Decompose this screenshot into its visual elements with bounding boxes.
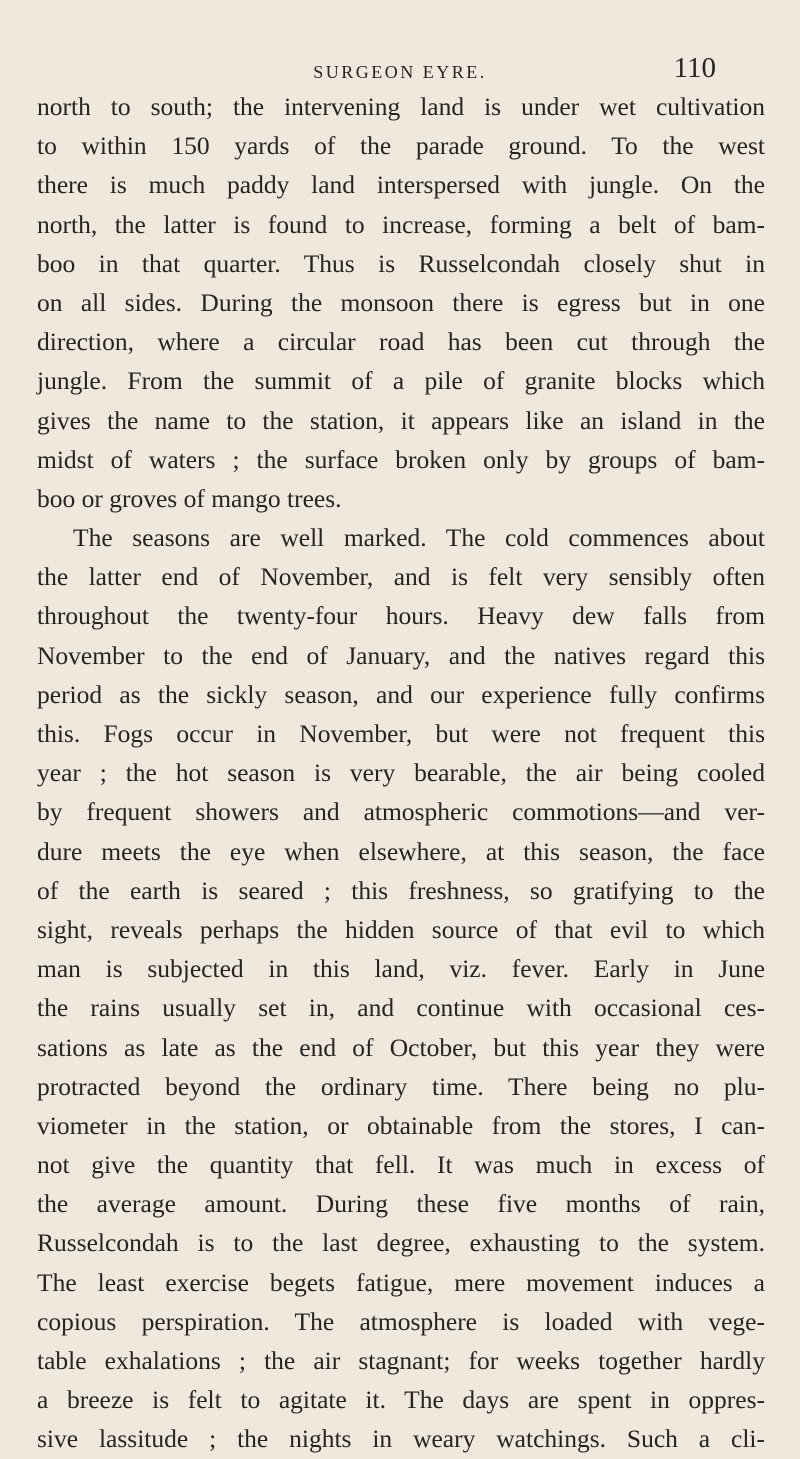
text-line: the average amount. During these five months of rain,: [37, 1189, 765, 1219]
text-line: the latter end of November, and is felt very sensibly often: [37, 562, 765, 592]
text-line: Russelcondah is to the last degree, exhausting to the system.: [37, 1228, 765, 1258]
text-line: dure meets the eye when elsewhere, at this season, the face: [37, 836, 765, 866]
text-line: boo or groves of mango trees.: [37, 483, 342, 513]
text-line: sight, reveals perhaps the hidden source of that evil to which: [37, 914, 765, 944]
text-line: midst of waters ; the surface broken only by groups of bam-: [37, 444, 765, 474]
text-line: viometer in the station, or obtainable from the stores, I can-: [37, 1110, 765, 1140]
text-line: The least exercise begets fatigue, mere movement induces a: [37, 1267, 765, 1297]
text-line: period as the sickly season, and our experience fully confirms: [37, 679, 765, 709]
text-line: protracted beyond the ordinary time. There being no plu-: [37, 1071, 765, 1101]
text-line: man is subjected in this land, viz. fever. Early in June: [37, 954, 765, 984]
text-line: north, the latter is found to increase, forming a belt of bam-: [37, 209, 765, 239]
text-line: not give the quantity that fell. It was much in excess of: [37, 1150, 765, 1180]
body-text: [37, 87, 765, 1454]
text-line: sive lassitude ; the nights in weary watchings. Such a cli-: [37, 1424, 765, 1454]
text-line: north to south; the intervening land is under wet cultivation: [37, 92, 765, 121]
text-line: table exhalations ; the air stagnant; for weeks together hardly: [37, 1346, 765, 1375]
text-line: gives the name to the station, it appears like an island in the: [37, 405, 765, 435]
text-line: sations as late as the end of October, but this year they were: [37, 1032, 765, 1062]
text-line: November to the end of January, and the natives regard this: [37, 640, 765, 670]
page-header: [0, 52, 800, 88]
text-line: boo in that quarter. Thus is Russelcondah closely shut in: [37, 248, 765, 278]
text-line: jungle. From the summit of a pile of granite blocks which: [37, 366, 765, 396]
text-line: on all sides. During the monsoon there is egress but in one: [37, 287, 765, 317]
text-line: the rains usually set in, and continue with occasional ces-: [37, 993, 765, 1023]
text-line: to within 150 yards of the parade ground. To the west: [37, 131, 765, 161]
text-line: direction, where a circular road has been cut through the: [37, 327, 765, 357]
text-line: by frequent showers and atmospheric commotions—and ver-: [37, 797, 765, 827]
text-line: there is much paddy land interspersed with jungle. On the: [37, 170, 765, 200]
text-line: copious perspiration. The atmosphere is loaded with vege-: [37, 1306, 765, 1336]
text-line: of the earth is seared ; this freshness, so gratifying to the: [37, 875, 765, 905]
text-line: year ; the hot season is very bearable, the air being cooled: [37, 758, 765, 788]
text-line: this. Fogs occur in November, but were not frequent this: [37, 719, 765, 748]
text-line: a breeze is felt to agitate it. The days are spent in oppres-: [37, 1385, 765, 1415]
running-head: SURGEON EYRE.: [313, 62, 487, 82]
page-number: 110: [673, 52, 716, 84]
text-line: The seasons are well marked. The cold commences about: [73, 523, 765, 553]
text-line: throughout the twenty-four hours. Heavy dew falls from: [37, 601, 765, 631]
